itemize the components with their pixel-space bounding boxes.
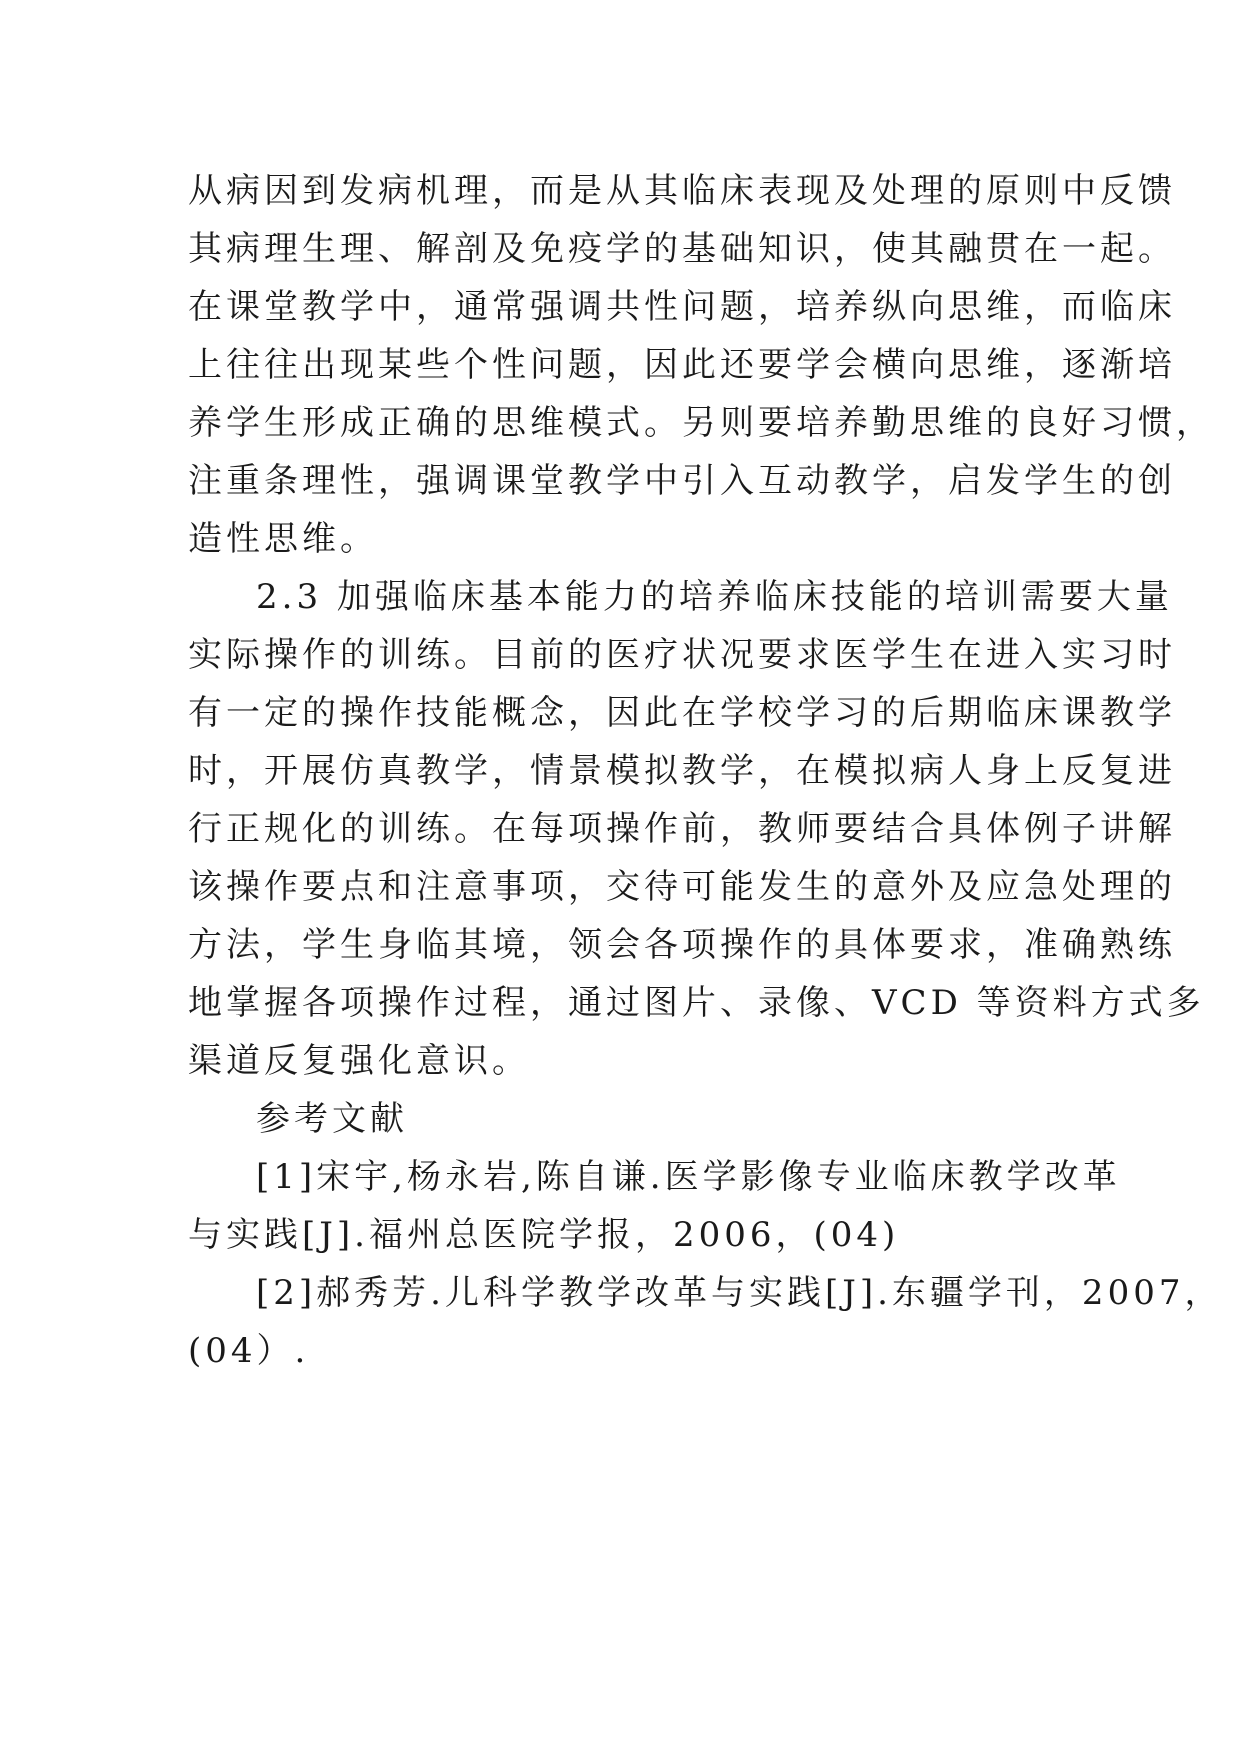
text-line: 2.3 加强临床基本能力的培养临床技能的培训需要大量 [256, 577, 1173, 617]
text-line: 注重条理性，强调课堂教学中引入互动教学，启发学生的创 [188, 461, 1176, 501]
references-heading [188, 1090, 1058, 1148]
text-line: 在课堂教学中，通常强调共性问题，培养纵向思维，而临床 [188, 287, 1176, 327]
text-line: 其病理生理、解剖及免疫学的基础知识，使其融贯在一起。 [188, 229, 1176, 269]
text-line: 时，开展仿真教学，情景模拟教学，在模拟病人身上反复进 [188, 751, 1176, 791]
text-line: 渠道反复强化意识。 [188, 1041, 530, 1081]
text-line: (04）. [188, 1331, 310, 1371]
text-line: 实际操作的训练。目前的医疗状况要求医学生在进入实习时 [188, 635, 1176, 675]
text-line: 养学生形成正确的思维模式。另则要培养勤思维的良好习惯， [188, 403, 1214, 443]
text-line: [1]宋宇,杨永岩,陈自谦.医学影像专业临床教学改革 [256, 1157, 1121, 1197]
paragraph-thinking [188, 162, 1214, 568]
text-line: 有一定的操作技能概念，因此在学校学习的后期临床课教学 [188, 693, 1176, 733]
text-line: 参考文献 [256, 1099, 408, 1139]
reference-1 [188, 1148, 1121, 1264]
text-line: 造性思维。 [188, 519, 378, 559]
paragraph-clinical-skills [188, 568, 1205, 1090]
text-line: 该操作要点和注意事项，交待可能发生的意外及应急处理的 [188, 867, 1176, 907]
text-line: 与实践[J].福州总医院学报，2006，(04) [188, 1215, 900, 1255]
text-line: 从病因到发病机理，而是从其临床表现及处理的原则中反馈 [188, 171, 1176, 211]
reference-2 [188, 1264, 1223, 1380]
text-line: [2]郝秀芳.儿科学教学改革与实践[J].东疆学刊，2007， [256, 1273, 1223, 1313]
text-line: 方法，学生身临其境，领会各项操作的具体要求，准确熟练 [188, 925, 1176, 965]
text-line: 行正规化的训练。在每项操作前，教师要结合具体例子讲解 [188, 809, 1176, 849]
text-line: 上往往出现某些个性问题，因此还要学会横向思维，逐渐培 [188, 345, 1176, 385]
body-text [188, 162, 1223, 1380]
text-line: 地掌握各项操作过程，通过图片、录像、VCD 等资料方式多 [188, 983, 1205, 1023]
